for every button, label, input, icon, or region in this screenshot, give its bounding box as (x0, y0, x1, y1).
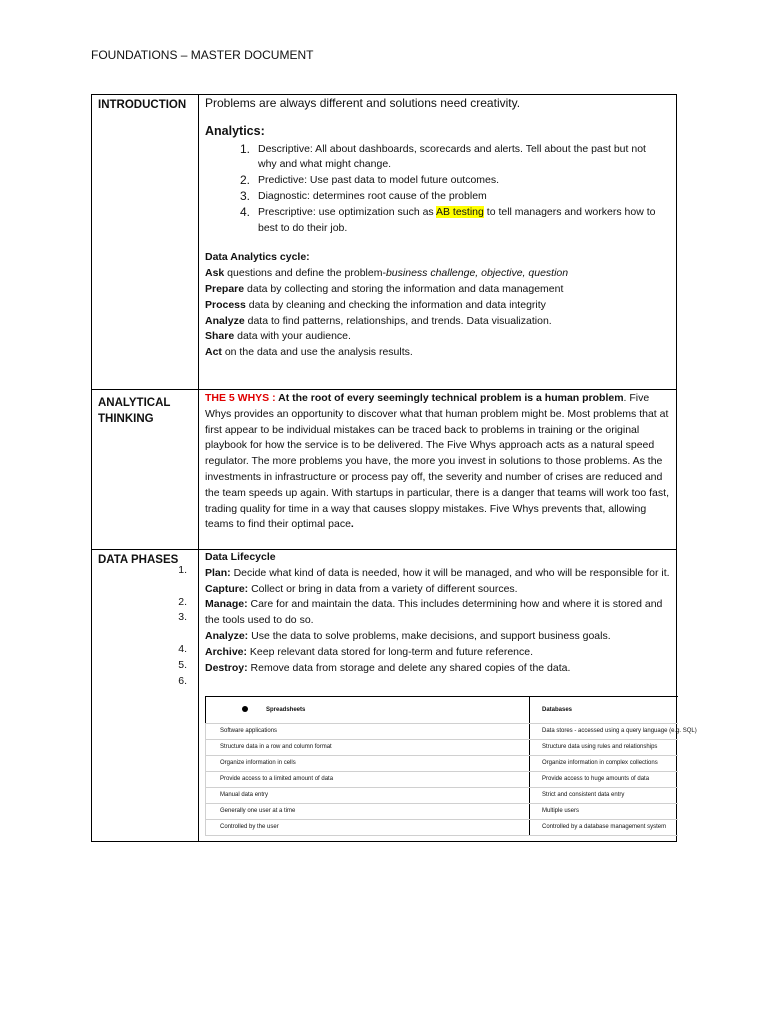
analytics-item: 2. Predictive: Use past data to model future outcomes. (239, 173, 500, 188)
analytics-heading: Analytics: (205, 123, 265, 138)
phase-item: Destroy: Remove data from storage and delete any shared copies of the data. (205, 661, 571, 674)
introduction-row (92, 95, 677, 390)
comparison-table (205, 696, 697, 836)
five-whys-body: Five Whys provides an opportunity to discover what that human problem might be. Most problems that at first appear to be individual mistakes can be traced back to problems in training or the original playbook for how the service is to be delivered. The Five Whys approach acts as a natural speed regulator. The more problems you have, the more you invest in solutions to those problems. As the investments in infrastructure or process pay off, the severity and number of crises are reduced and the team speeds up again. With startups in particular, there is a danger that teams will work too fast, trading quality for time in a way that causes sloppy mistakes. Five Whys prevents that, allowing teams to find their optimal pace (205, 392, 669, 531)
comparison-header (206, 697, 678, 724)
cycle-step: Ask questions and define the problem-business challenge, objective, question (205, 267, 569, 280)
spreadsheets-header: Spreadsheets (266, 706, 306, 713)
phase-numbers: 1. 2. 3. 4. 5. 6. (178, 564, 187, 687)
phases-label: DATA PHASES (98, 554, 179, 566)
introduction-label: INTRODUCTION (98, 99, 187, 111)
cycle-step: Analyze data to find patterns, relationships, and trends. Data visualization. (205, 314, 552, 327)
phase-item: Archive: Keep relevant data stored for long-term and future reference. (205, 645, 534, 658)
five-whys-title: THE 5 WHYS : (205, 392, 276, 404)
analytical-row (92, 390, 677, 550)
document-title: FOUNDATIONS – MASTER DOCUMENT (91, 48, 314, 62)
phase-item: Manage: Care for and maintain the data. This includes determining how and where it is stored and the tools used to do so. (205, 598, 663, 627)
cycle-step: Prepare data by collecting and storing the information and data management (205, 282, 564, 295)
phases-content (199, 550, 697, 836)
phase-item: Capture: Collect or bring in data from a variety of different sources. (205, 582, 518, 595)
analytics-item: 1. Descriptive: All about dashboards, scorecards and alerts. Tell about the past but not why and what might change. (239, 141, 646, 171)
table-row: Generally one user at a time Multiple users (206, 804, 678, 820)
highlighted-text: AB testing (436, 205, 484, 218)
cycle-step: Act on the data and use the analysis results. (205, 346, 413, 359)
cycle-step: Share data with your audience. (205, 330, 351, 343)
table-row: Provide access to a limited amount of data Provide access to huge amounts of data (206, 772, 678, 788)
analytics-item: 3. Diagnostic: determines root cause of the problem (239, 188, 487, 203)
table-row: Controlled by the user Controlled by a database management system (206, 820, 678, 836)
master-table (91, 94, 697, 842)
table-row: Structure data in a row and column format Structure data using rules and relationships (206, 740, 678, 756)
bullet-icon (242, 706, 248, 712)
phase-item: Analyze: Use the data to solve problems, make decisions, and support business goals. (205, 629, 611, 642)
table-row: Manual data entry Strict and consistent data entry (206, 788, 678, 804)
lifecycle-heading: Data Lifecycle (205, 551, 276, 563)
analytical-label: ANALYTICAL THINKING (98, 397, 171, 425)
introduction-content (199, 96, 676, 361)
analytics-list (205, 142, 670, 237)
table-row: Organize information in cells Organize information in complex collections (206, 756, 678, 772)
table-row: Software applications Data stores - accessed using a query language (e.g. SQL) (206, 724, 678, 740)
analytical-content: THE 5 WHYS : At the root of every seemingly technical problem is a human problem. Five Whys provides an opportunity to discover what that human problem might be. Most problems that at first appear to be individual mistakes can be traced back to problems in training or the original playbook for how the service is to be delivered. The Five Whys approach acts as a natural speed regulator. The more problems you have, the more you invest in solutions to those problems. As the investments in infrastructure or process pay off, the severity and number of crises are reduced and the team speeds up again. With startups in particular, there is a danger that teams will work too fast, trading quality for time in a way that causes sloppy mistakes. Five Whys prevents that, allowing teams to find their optimal pace. (205, 392, 669, 531)
cycle-step: Process data by cleaning and checking the information and data integrity (205, 298, 546, 311)
databases-header: Databases (530, 697, 678, 724)
introduction-lead: Problems are always different and solutions need creativity. (205, 96, 521, 110)
cycle-heading: Data Analytics cycle: (205, 251, 310, 264)
analytics-item: 4. Prescriptive: use optimization such as AB testing to tell managers and workers how to best to do their job. (239, 204, 656, 234)
phase-item: Plan: Decide what kind of data is needed, how it will be managed, and who will be responsible for it. (205, 566, 670, 579)
